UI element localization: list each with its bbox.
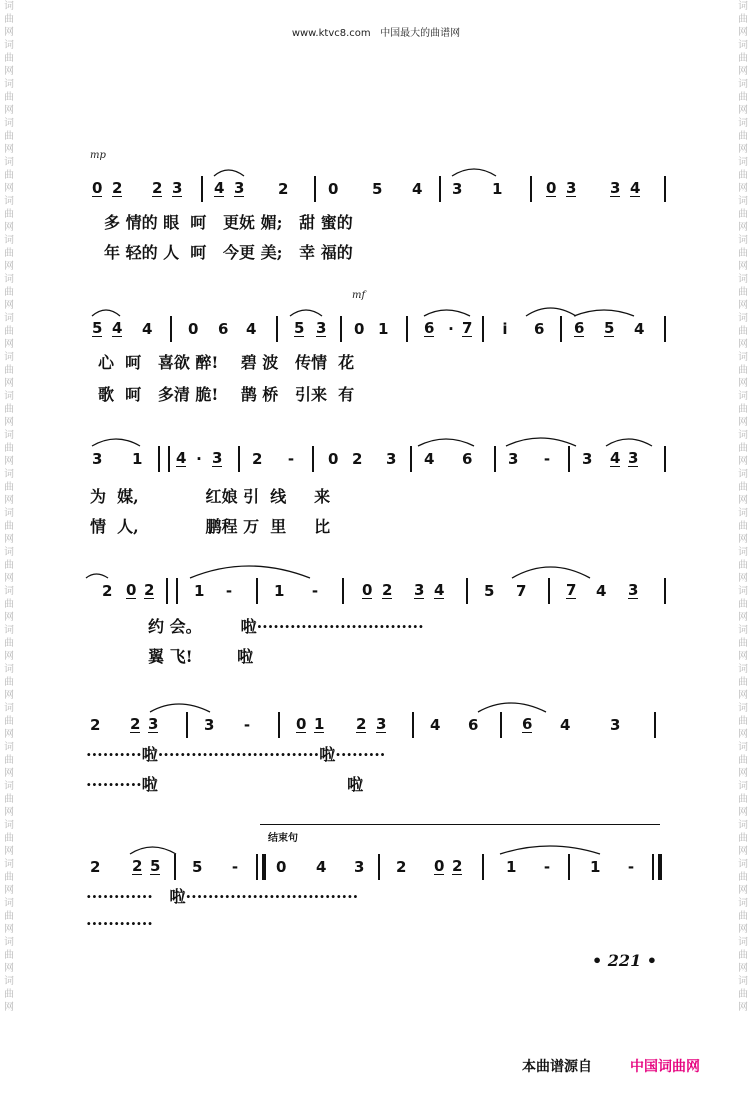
note: 6 [534, 320, 545, 338]
dynamic-mp: mp [90, 150, 106, 161]
note: 1 [274, 582, 285, 600]
note: 3 [172, 179, 183, 197]
note: 2 [130, 715, 141, 733]
note: 2 [396, 858, 407, 876]
note: 3 [610, 179, 621, 197]
note: 0 [126, 581, 137, 599]
note: 4 [246, 320, 257, 338]
note: 1 [492, 180, 503, 198]
ending-bracket [260, 824, 660, 841]
note: - [243, 716, 251, 734]
note: 3 [414, 581, 425, 599]
note: - [225, 582, 233, 600]
note: - [287, 450, 295, 468]
note: · [448, 320, 454, 338]
note: 2 [152, 179, 163, 197]
note: 3 [610, 716, 621, 734]
note: 1 [378, 320, 389, 338]
note: 5 [294, 319, 305, 337]
note: 0 [362, 581, 373, 599]
page-header [0, 24, 752, 39]
lyric-line: 年 轻的 人 呵 今更 美; 幸 福的 [104, 243, 353, 262]
header-title: 中国最大的曲谱网 [380, 28, 461, 39]
note: 4 [424, 450, 435, 468]
lyric-line: 翼 飞! 啦 [148, 647, 254, 666]
note: - [627, 858, 635, 876]
note: 3 [354, 858, 365, 876]
note: 3 [628, 581, 639, 599]
note: - [311, 582, 319, 600]
note: 7 [516, 582, 527, 600]
note: 0 [434, 857, 445, 875]
note: 0 [92, 179, 103, 197]
note: 0 [276, 858, 287, 876]
lyric-line: 为 媒, 红娘 引 线 来 [90, 487, 331, 506]
lyric-line: ··········啦 啦 [86, 775, 364, 794]
score-row-6 [90, 854, 670, 880]
lyric-line: 约 会。 啦······························ [148, 617, 424, 636]
note: 4 [434, 581, 445, 599]
note: 2 [356, 715, 367, 733]
ending-label: 结束句 [268, 833, 298, 844]
note: 5 [484, 582, 495, 600]
lyric-line: 心 呵 喜欲 醉! 碧 波 传情 花 [98, 353, 355, 372]
note: 0 [328, 180, 339, 198]
note: 3 [376, 715, 387, 733]
note: 4 [634, 320, 645, 338]
note: 3 [452, 180, 463, 198]
note: 2 [278, 180, 289, 198]
note: 7 [462, 319, 473, 337]
score-row-2 [90, 316, 670, 342]
score-row-4 [90, 578, 670, 604]
lyric-line: 多 情的 眼 呵 更妩 媚; 甜 蜜的 [104, 213, 353, 232]
note: - [231, 858, 239, 876]
note: 4 [176, 449, 187, 467]
lyric-line: 歌 呵 多清 脆! 鹊 桥 引来 有 [98, 385, 355, 404]
note: 1 [132, 450, 143, 468]
note: 0 [328, 450, 339, 468]
page-number: • 221 • [592, 951, 657, 970]
note: 2 [252, 450, 263, 468]
note: 3 [582, 450, 593, 468]
note: 1 [314, 715, 325, 733]
lyric-line: ············ [86, 914, 153, 933]
note: 6 [424, 319, 435, 337]
note: 0 [296, 715, 307, 733]
note: - [543, 450, 551, 468]
note: 2 [102, 582, 113, 600]
note: 6 [574, 319, 585, 337]
score-row-1 [90, 176, 670, 202]
lyric-line: 情 人, 鹏程 万 里 比 [90, 517, 331, 536]
note: 0 [188, 320, 199, 338]
note: 2 [144, 581, 155, 599]
lyric-line: ············ 啦······························· [86, 887, 359, 906]
note: 6 [462, 450, 473, 468]
note: 4 [412, 180, 423, 198]
note: 3 [566, 179, 577, 197]
header-url: www.ktvc8.com [291, 28, 371, 39]
note: 2 [132, 857, 143, 875]
note: 2 [382, 581, 393, 599]
note: 6 [218, 320, 229, 338]
note: 4 [610, 449, 621, 467]
dynamic-mf: mf [352, 290, 366, 301]
note: 4 [560, 716, 571, 734]
note: 4 [430, 716, 441, 734]
note: 1 [590, 858, 601, 876]
note: 5 [92, 319, 103, 337]
note: 0 [546, 179, 557, 197]
source-label: 本曲谱源自 [522, 1059, 592, 1075]
note: 3 [92, 450, 103, 468]
note: · [196, 450, 202, 468]
note: 4 [316, 858, 327, 876]
note: 5 [192, 858, 203, 876]
note: - [543, 858, 551, 876]
note: 0 [354, 320, 365, 338]
note: 3 [628, 449, 639, 467]
note: 2 [112, 179, 123, 197]
note: 4 [630, 179, 641, 197]
note: 3 [234, 179, 245, 197]
lyric-line: ··········啦·····························啦········· [86, 745, 386, 764]
note: 1 [506, 858, 517, 876]
note: 5 [150, 857, 161, 875]
note: 6 [522, 715, 533, 733]
note: 3 [212, 449, 223, 467]
note: 4 [596, 582, 607, 600]
note: 6 [468, 716, 479, 734]
note: 4 [142, 320, 153, 338]
note: 4 [214, 179, 225, 197]
note: 5 [604, 319, 615, 337]
note: 4 [112, 319, 123, 337]
note: 3 [508, 450, 519, 468]
note: 3 [316, 319, 327, 337]
note: 3 [386, 450, 397, 468]
note: 1 [194, 582, 205, 600]
note: i [502, 320, 508, 338]
note: 2 [90, 858, 101, 876]
note: 2 [352, 450, 363, 468]
score-row-5 [90, 712, 670, 738]
note: 3 [148, 715, 159, 733]
note: 5 [372, 180, 383, 198]
note: 2 [90, 716, 101, 734]
source-site-link[interactable]: 中国词曲网 [630, 1059, 700, 1075]
side-watermark-left: 词曲网词曲网词曲网词曲网词曲网词曲网词曲网词曲网词曲网词曲网词曲网词曲网词曲网词曲网词曲网词曲网词曲网词曲网词曲网词曲网词曲网词曲网词曲网词曲网词曲网词曲网 [4, 1, 14, 1013]
score-row-3 [90, 446, 670, 472]
note: 2 [452, 857, 463, 875]
side-watermark-right: 词曲网词曲网词曲网词曲网词曲网词曲网词曲网词曲网词曲网词曲网词曲网词曲网词曲网词曲网词曲网词曲网词曲网词曲网词曲网词曲网词曲网词曲网词曲网词曲网词曲网词曲网 [738, 1, 748, 1013]
note: 3 [204, 716, 215, 734]
note: 7 [566, 581, 577, 599]
